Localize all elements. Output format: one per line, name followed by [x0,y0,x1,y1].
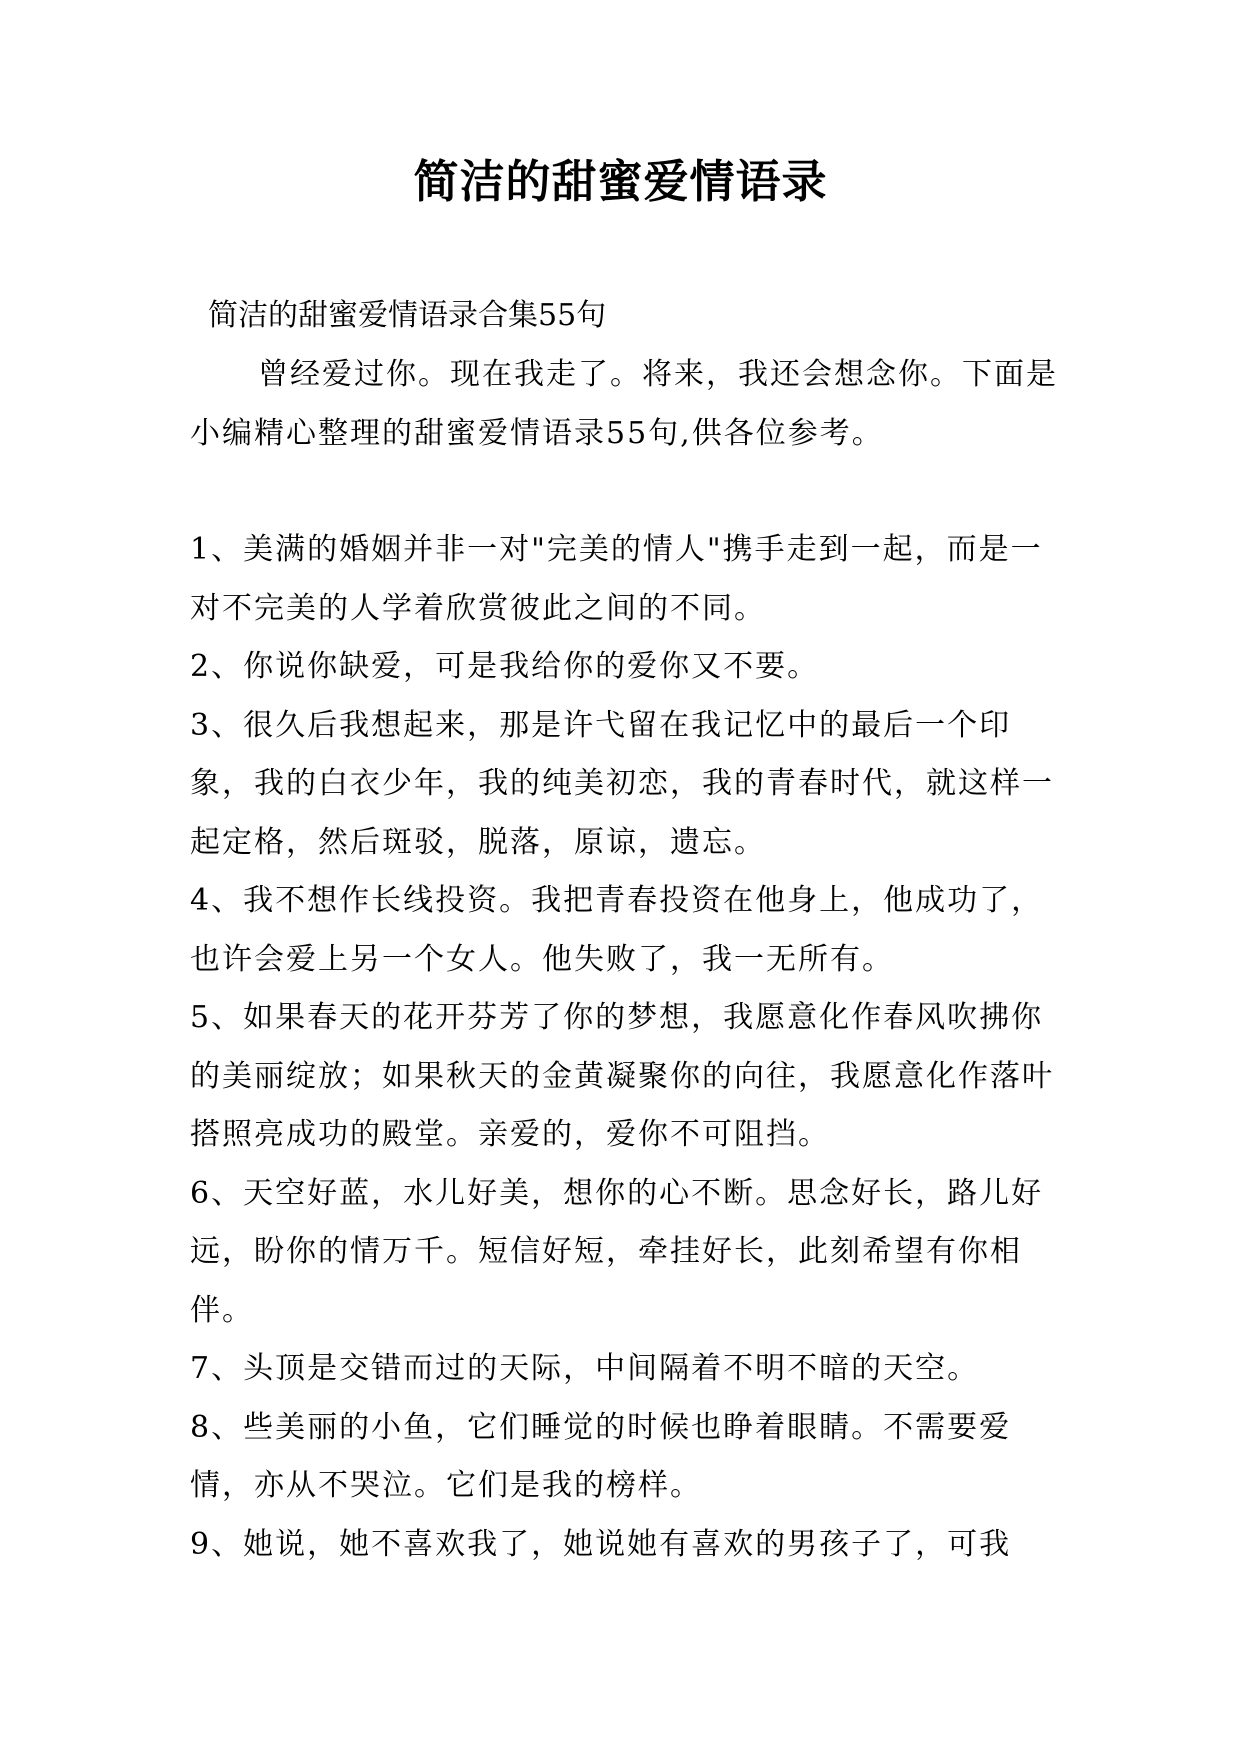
quote-item-4: 4、我不想作长线投资。我把青春投资在他身上，他成功了，也许会爱上另一个女人。他失败了，我一无所有。 [190,883,1044,977]
document-title: 简洁的甜蜜爱情语录 [413,155,828,208]
paragraph-gap [190,463,1070,521]
quote-item-5: 5、如果春天的花开芬芳了你的梦想，我愿意化作春风吹拂你的美丽绽放；如果秋天的金黄凝聚你的向往，我愿意化作落叶搭照亮成功的殿堂。亲爱的，爱你不可阻挡。 [190,1000,1054,1152]
quote-item-9: 9、她说，她不喜欢我了，她说她有喜欢的男孩子了，可我 [190,1526,1012,1562]
document-body [190,346,1070,1574]
quote-item-1: 1、美满的婚姻并非一对"完美的情人"携手走到一起，而是一对不完美的人学着欣赏彼此之间的不同。 [190,532,1043,626]
intro-paragraph: 曾经爱过你。现在我走了。将来，我还会想念你。下面是小编精心整理的甜蜜爱情语录55句,供各位参考。 [190,357,1058,451]
quote-item-8: 8、些美丽的小鱼，它们睡觉的时候也睁着眼睛。不需要爱情，亦从不哭泣。它们是我的榜样。 [190,1409,1012,1503]
quote-item-3: 3、很久后我想起来，那是许弋留在我记忆中的最后一个印象，我的白衣少年，我的纯美初恋，我的青春时代，就这样一起定格，然后斑驳，脱落，原谅，遗忘。 [190,707,1054,860]
quote-item-2: 2、你说你缺爱，可是我给你的爱你又不要。 [190,649,820,684]
quote-item-7: 7、头顶是交错而过的天际，中间隔着不明不暗的天空。 [190,1351,980,1386]
quote-item-6: 6、天空好蓝，水儿好美，想你的心不断。思念好长，路儿好远，盼你的情万千。短信好短，牵挂好长，此刻希望有你相伴。 [190,1175,1044,1328]
document-subtitle: 简洁的甜蜜爱情语录合集55句 [208,298,607,333]
